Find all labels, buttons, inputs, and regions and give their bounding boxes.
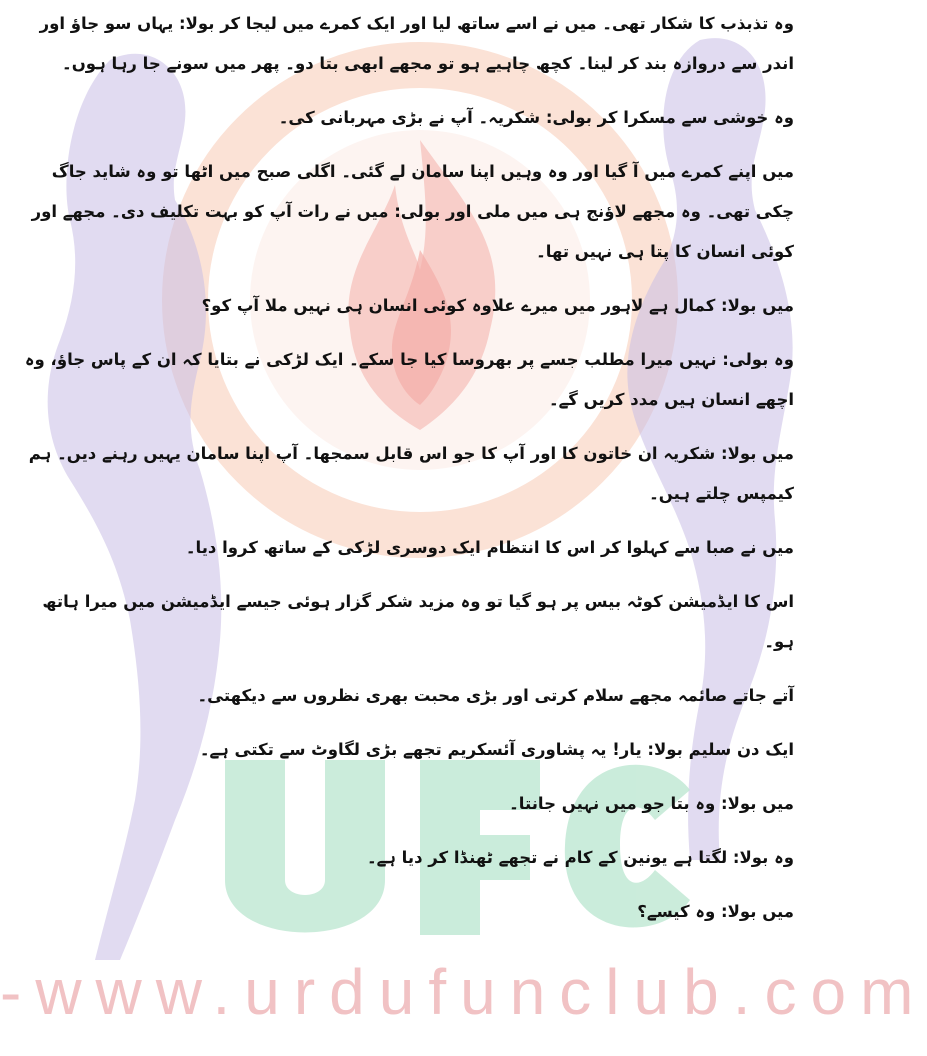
paragraph: وہ بولا: لگتا ہے یونین کے کام نے تجھے ٹھنڈا کر دیا ہے۔: [366, 848, 794, 867]
paragraph: ایک دن سلیم بولا: یار! یہ پشاوری آئسکریم تجھے بڑی لگاوٹ سے تکتی ہے۔: [199, 740, 794, 759]
paragraph: میں بولا: وہ کیسے؟: [637, 902, 794, 921]
paragraph: آتے جاتے صائمہ مجھے سلام کرتی اور بڑی محبت بھری نظروں سے دیکھتی۔: [197, 686, 794, 705]
paragraph: میں بولا: شکریہ ان خاتون کا اور آپ کا جو اس قابل سمجھا۔ آپ اپنا سامان یہیں رہنے دیں۔ ہم کیمپس چلتے ہیں۔: [28, 444, 794, 503]
paragraph: میں بولا: کمال ہے لاہور میں میرے علاوہ کوئی انسان ہی نہیں ملا آپ کو؟: [201, 296, 794, 315]
paragraph: میں اپنے کمرے میں آ گیا اور وہ وہیں اپنا سامان لے گئی۔ اگلی صبح میں اٹھا تو وہ شاید جاگ چکی تھی۔ وہ مجھے لاؤنج ہی میں ملی اور بولی: میں نے رات آپ کو بہت تکلیف دی۔ مجھے اور کوئی انسان کا پتا ہی نہیں تھا۔: [31, 162, 794, 261]
paragraph: میں نے صبا سے کہلوا کر اس کا انتظام ایک دوسری لڑکی کے ساتھ کروا دیا۔: [185, 538, 794, 557]
paragraph: وہ خوشی سے مسکرا کر بولی: شکریہ۔ آپ نے بڑی مہربانی کی۔: [278, 108, 794, 127]
story-text: [22, 4, 794, 946]
paragraph: وہ بولی: نہیں میرا مطلب جسے پر بھروسا کیا جا سکے۔ ایک لڑکی نے بتایا کہ ان کے پاس جاؤ، وہ اچھے انسان ہیں مدد کریں گے۔: [24, 350, 794, 409]
paragraph: وہ تذبذب کا شکار تھی۔ میں نے اسے ساتھ لیا اور ایک کمرے میں لیجا کر بولا: یہاں سو جاؤ اور اندر سے دروازہ بند کر لینا۔ کچھ چاہیے ہو تو مجھے ابھی بتا دو۔ پھر میں سونے جا رہا ہوں۔: [39, 14, 794, 73]
paragraph: میں بولا: وہ بتا جو میں نہیں جانتا۔: [509, 794, 794, 813]
paragraph: اس کا ایڈمیشن کوٹہ بیس پر ہو گیا تو وہ مزید شکر گزار ہوئی جیسے ایڈمیشن میں میرا ہاتھ ہو۔: [42, 592, 794, 651]
watermark-site-text: -www.urdufunclub.com: [0, 956, 927, 1028]
